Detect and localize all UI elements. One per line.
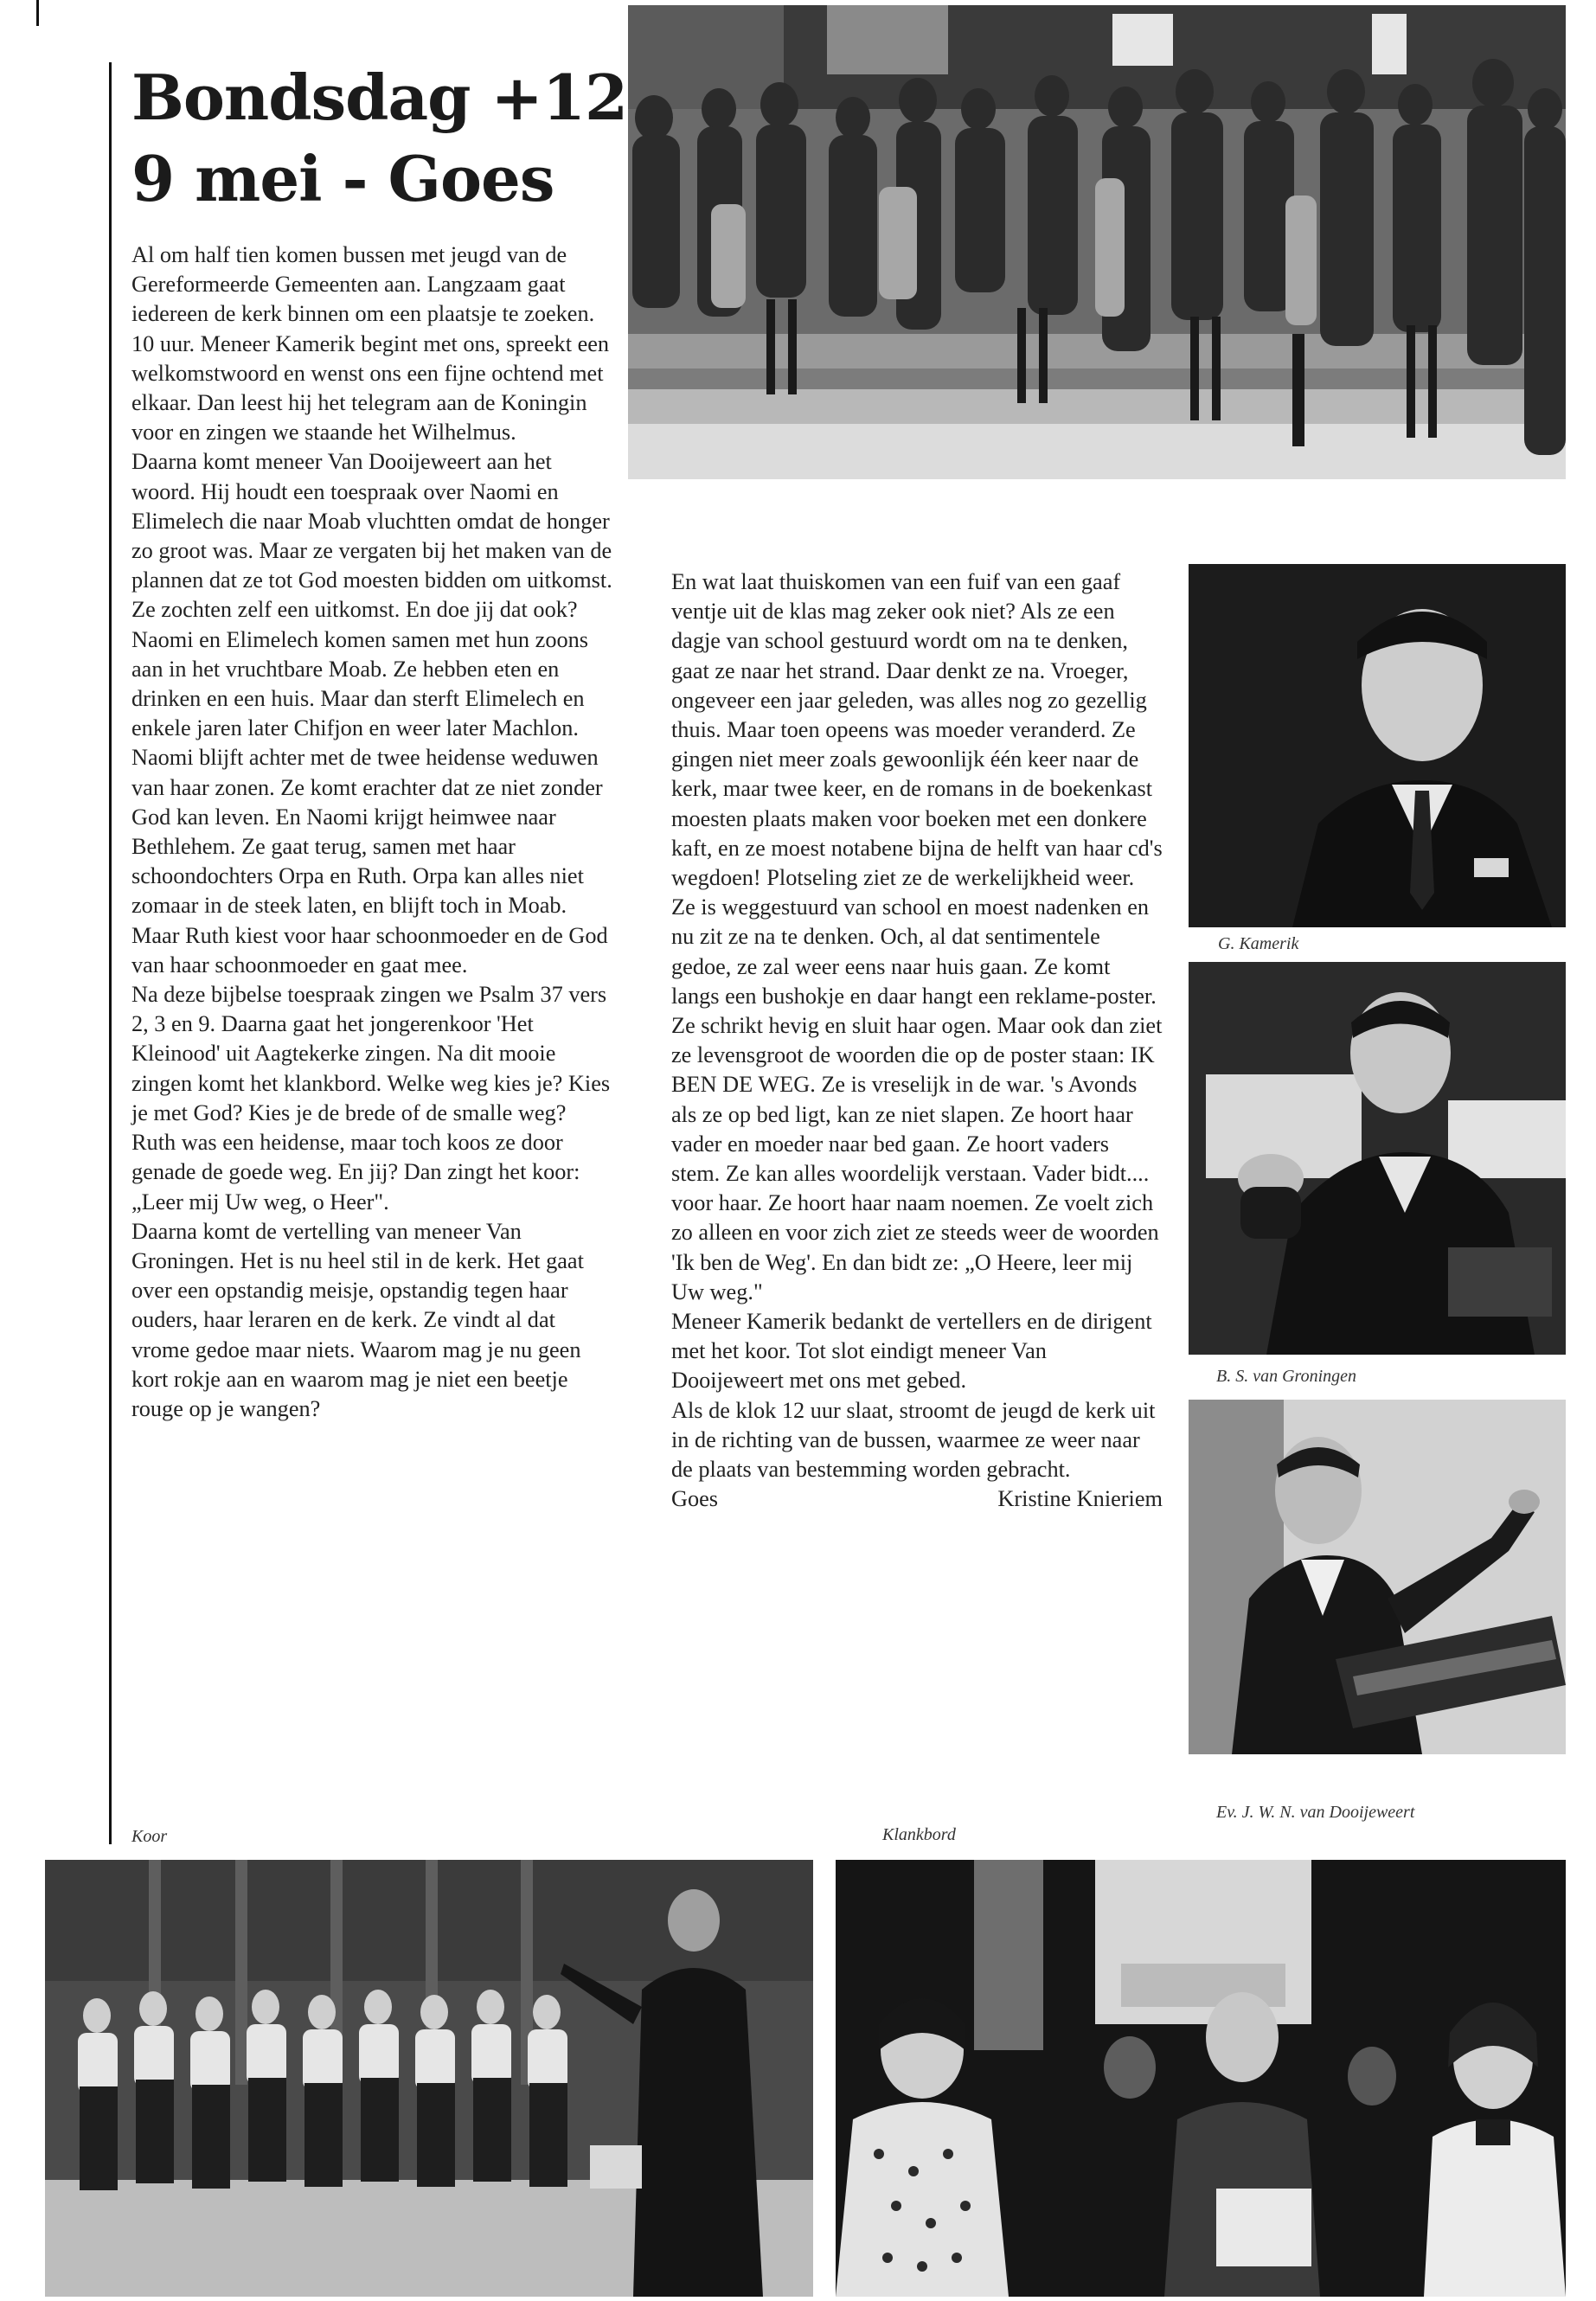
- caption-koor: Koor: [131, 1827, 168, 1846]
- van-dooijeweert-photo-image: [1189, 1400, 1566, 1754]
- crowd-photo: [628, 5, 1566, 479]
- article-column-1: [131, 240, 616, 1424]
- klankbord-photo: [836, 1860, 1566, 2297]
- koor-photo-image: [45, 1860, 813, 2297]
- paragraph: En wat laat thuiskomen van een fuif van een gaaf ventje uit de klas mag zeker ook niet? Als ze een dagje van school gestuurd wordt om na te denken, gaat ze naar het strand. Daar denkt ze na. Vroeger, ongeveer een jaar geleden, was alles nog zo gezellig thuis. Maar toen opeens was moeder veranderd. Ze gingen niet meer zoals gewoonlijk één keer naar de kerk, maar twee keer, en de romans in de boekenkast moesten plaats maken voor boeken met een donkere kaft, en ze moest notabene bijna de helft van haar cd's wegdoen! Plotseling ziet ze de werkelijkheid weer. Ze is weggestuurd van school en moest nadenken en nu zit ze na te denken. Och, al dat sentimentele gedoe, ze zal weer eens naar huis gaan. Ze komt langs een bushokje en daar hangt een reklame-poster. Ze schrikt hevig en sluit haar ogen. Maar ook dan ziet ze levensgroot de woorden die op de poster staan: IK BEN DE WEG. Ze is vreselijk in de war. 's Avonds als ze op bed ligt, kan ze niet slapen. Ze hoort haar vader en moeder naar bed gaan. Ze hoort vaders stem. Ze kan alles woordelijk verstaan. Vader bidt.... voor haar. Ze hoort haar naam noemen. Ze voelt zich zo alleen en voor zich ziet ze steeds weer de woorden 'Ik ben de Weg'. En dan bidt ze: „O Heere, leer mij Uw weg.": [671, 569, 1163, 1304]
- klankbord-photo-image: [836, 1860, 1566, 2297]
- caption-van-dooijeweert: Ev. J. W. N. van Dooijeweert: [1216, 1803, 1415, 1822]
- kamerik-photo-image: [1189, 564, 1566, 927]
- van-groningen-photo: [1189, 962, 1566, 1355]
- paragraph: Na deze bijbelse toespraak zingen we Psalm 37 vers 2, 3 en 9. Daarna gaat het jongerenkoor 'Het Kleinood' uit Aagtekerke zingen. Na dit mooie zingen komt het klankbord. Welke weg kies je? Kies je met God? Kies je de brede of de smalle weg? Ruth was een heidense, maar toch koos ze door genade de goede weg. En jij? Dan zingt het koor: „Leer mij Uw weg, o Heer".: [131, 982, 611, 1215]
- title-line-2: 9 mei - Goes: [131, 142, 554, 215]
- paragraph: 10 uur. Meneer Kamerik begint met ons, spreekt een welkomstwoord en wenst ons een fijne ochtend met elkaar. Dan leest hij het telegram aan de Koningin voor en zingen we staande het Wilhelmus.: [131, 330, 610, 445]
- kamerik-photo: [1189, 564, 1566, 927]
- caption-van-groningen: B. S. van Groningen: [1216, 1367, 1357, 1386]
- van-dooijeweert-photo: [1189, 1400, 1566, 1754]
- article-column-2: [671, 567, 1163, 1515]
- crowd-photo-image: [628, 5, 1566, 479]
- signature-place: Goes: [671, 1486, 719, 1512]
- title-line-1: Bondsdag +12: [131, 61, 628, 134]
- koor-photo: [45, 1860, 813, 2297]
- caption-klankbord: Klankbord: [882, 1825, 956, 1844]
- article-title: [131, 57, 628, 220]
- signature-author: Kristine Knieriem: [997, 1486, 1163, 1512]
- top-left-rule: [36, 0, 39, 26]
- signature: [671, 1484, 1163, 1514]
- van-groningen-photo-image: [1189, 962, 1566, 1355]
- paragraph: Al om half tien komen bussen met jeugd van de Gereformeerde Gemeenten aan. Langzaam gaat iedereen de kerk binnen om een plaatsje te zoeken.: [131, 242, 595, 327]
- paragraph: Meneer Kamerik bedankt de vertellers en de dirigent met het koor. Tot slot eindigt meneer Van Dooijeweert met ons met gebed.: [671, 1309, 1152, 1394]
- caption-kamerik: G. Kamerik: [1218, 934, 1299, 953]
- title-rule: [109, 62, 112, 1844]
- paragraph: Daarna komt meneer Van Dooijeweert aan het woord. Hij houdt een toespraak over Naomi en Elimelech die naar Moab vluchtten omdat de honger zo groot was. Maar ze vergaten bij het maken van de plannen dat ze tot God moesten bidden om uitkomst. Ze zochten zelf een uitkomst. En doe jij dat ook? Naomi en Elimelech komen samen met hun zoons aan in het vruchtbare Moab. Ze hebben eten en drinken en een huis. Maar dan sterft Elimelech en enkele jaren later Chifjon en weer later Machlon. Naomi blijft achter met de twee heidense weduwen van haar zonen. Ze komt erachter dat ze niet zonder God kan leven. En Naomi krijgt heimwee naar Bethlehem. Ze gaat terug, samen met haar schoondochters Orpa en Ruth. Orpa kan alles niet zomaar in de steek laten, en blijft toch in Moab. Maar Ruth kiest voor haar schoonmoeder en de God van haar schoonmoeder en gaat mee.: [131, 449, 612, 977]
- paragraph: Als de klok 12 uur slaat, stroomt de jeugd de kerk uit in de richting van de bussen, waarmee ze weer naar de plaats van bestemming worden gebracht.: [671, 1397, 1156, 1483]
- paragraph: Daarna komt de vertelling van meneer Van Groningen. Het is nu heel stil in de kerk. Het gaat over een opstandig meisje, opstandig tegen haar ouders, haar leraren en de kerk. Ze vindt al dat vrome gedoe maar niets. Waarom mag je nu geen kort rokje aan en waarom mag je niet een beetje rouge op je wangen?: [131, 1218, 584, 1421]
